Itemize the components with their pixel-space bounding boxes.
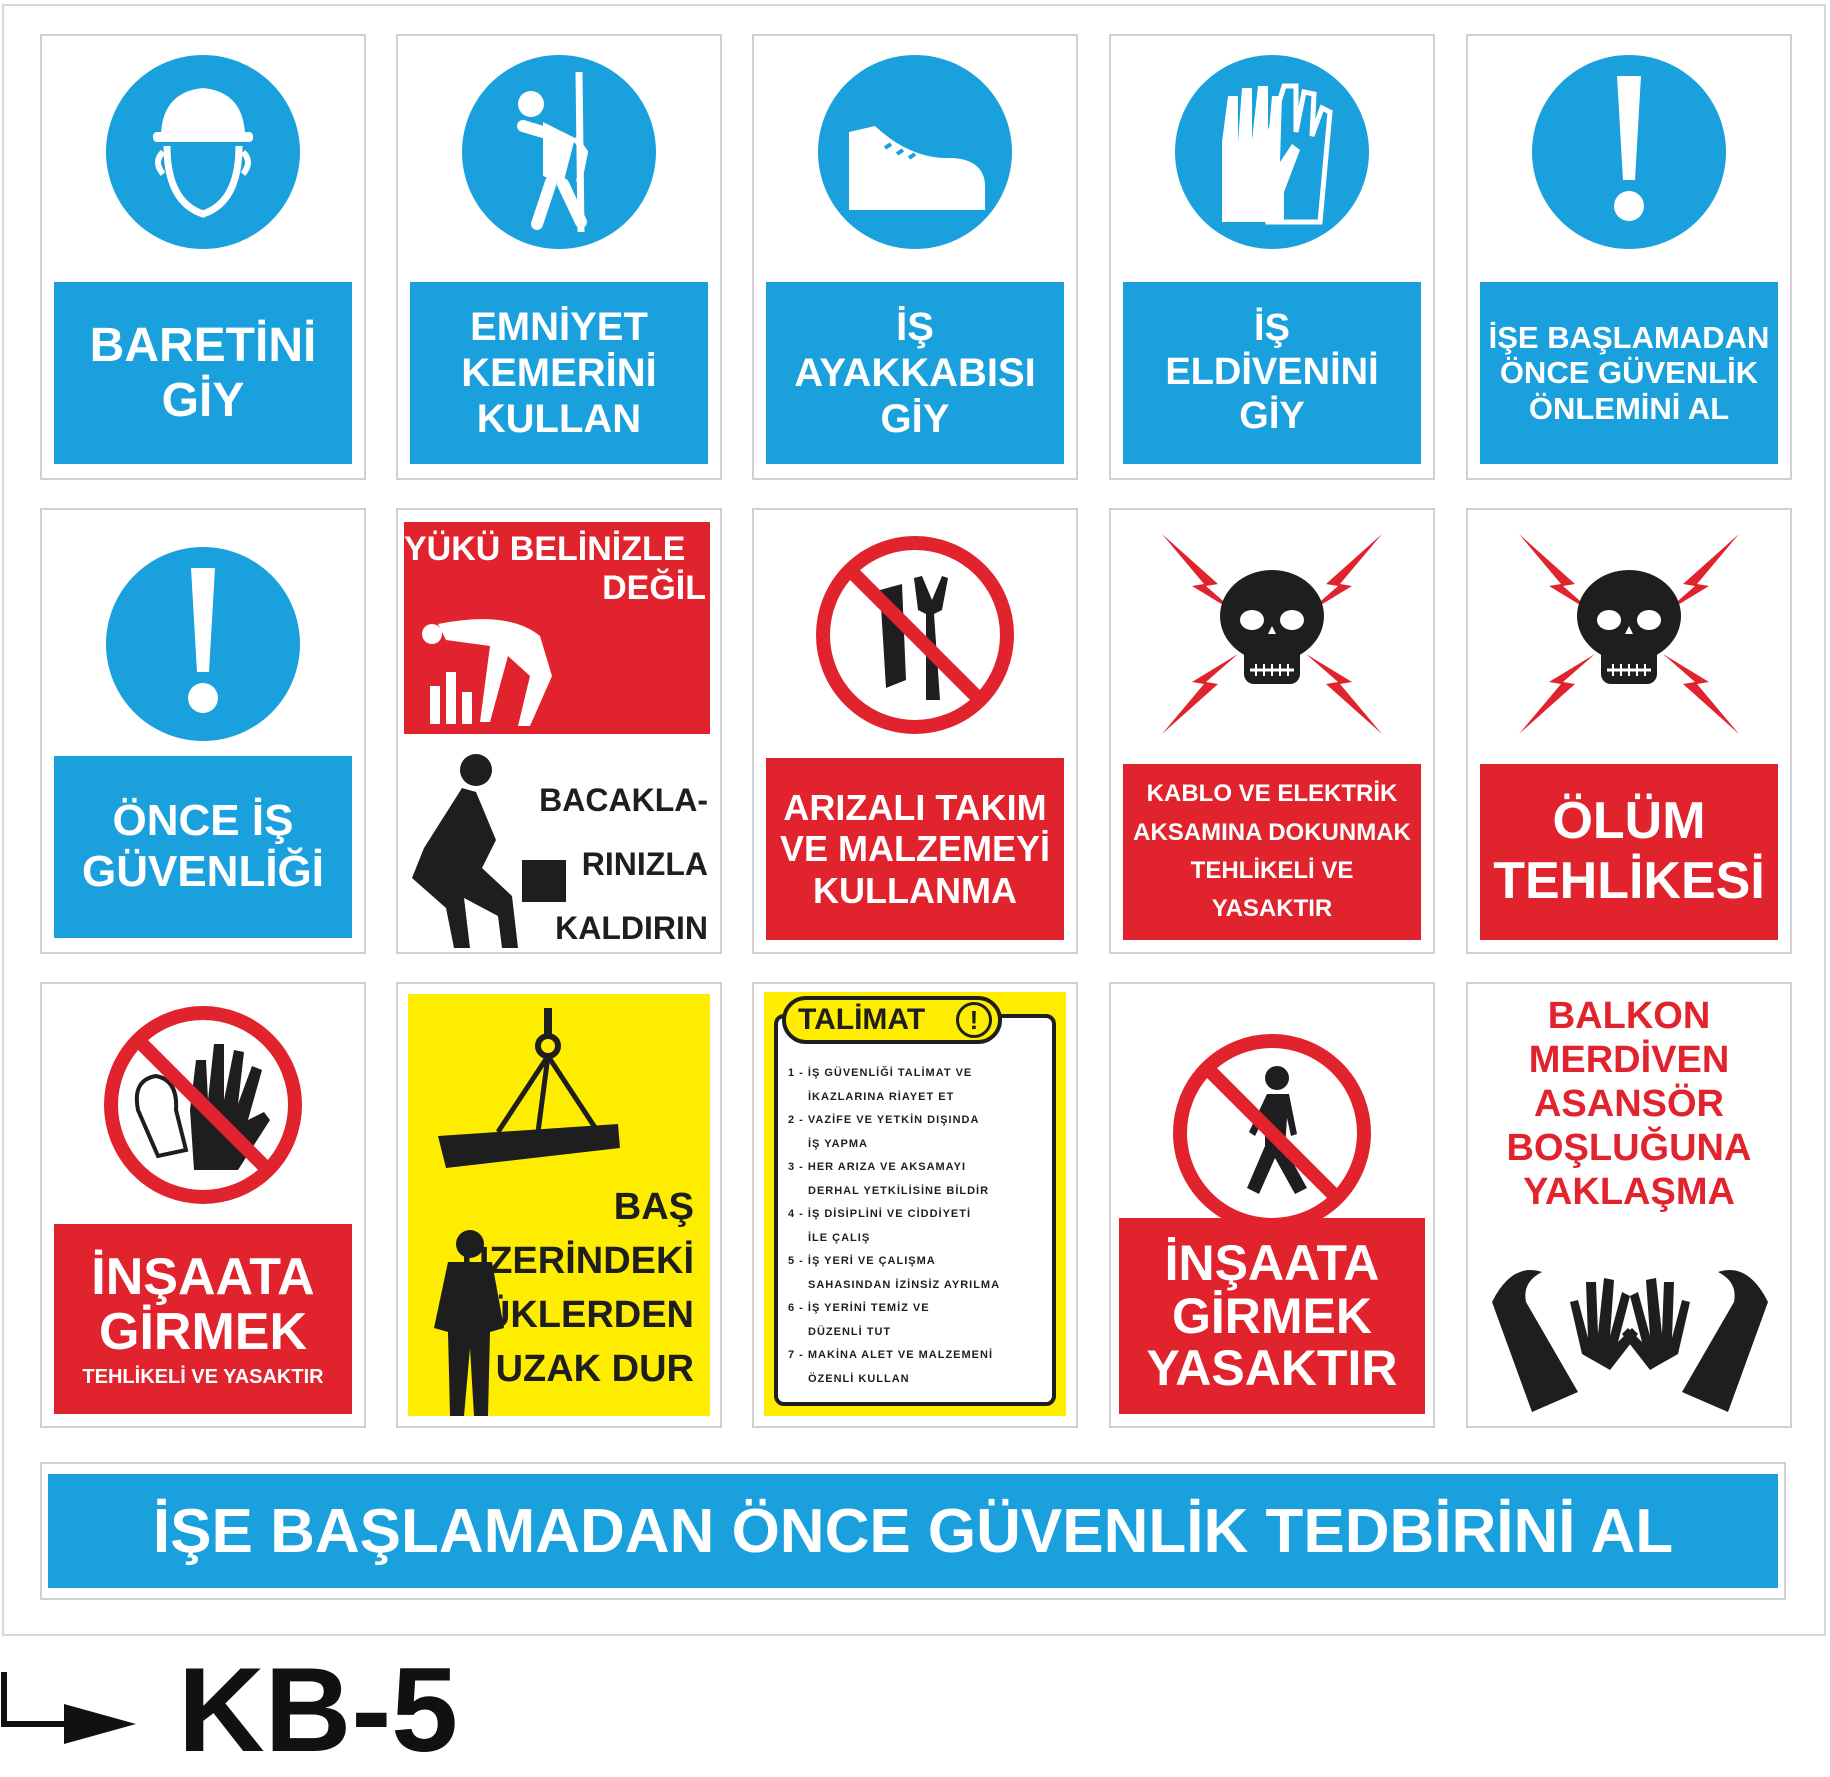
- sign-no-pedestrian: [1109, 982, 1435, 1428]
- sign-line: BACAKLA-: [539, 782, 708, 818]
- talimat-item: 2 - VAZİFE VE YETKİN DIŞINDA: [788, 1114, 980, 1126]
- talimat-item: İLE ÇALIŞ: [808, 1231, 871, 1244]
- talimat-item: 6 - İŞ YERİNİ TEMİZ VE: [788, 1302, 930, 1314]
- sign-line: ÖNLEMİNİ AL: [1528, 390, 1730, 426]
- sign-line: TEHLİKELİ VE: [1190, 857, 1354, 884]
- sign-balcony-gap: [1466, 982, 1792, 1428]
- talimat-item: 5 - İŞ YERİ VE ÇALIŞMA: [788, 1255, 936, 1267]
- talimat-item: 7 - MAKİNA ALET VE MALZEMENİ: [788, 1349, 994, 1361]
- sign-line: TEHLİKESİ: [1493, 852, 1765, 910]
- sign-line: AYAKKABISI: [794, 351, 1036, 395]
- sign-line: BARETİNİ: [89, 318, 317, 372]
- sign-line: İNŞAATA: [1164, 1235, 1380, 1292]
- sign-line: YÜKÜ BELİNİZLE: [404, 530, 686, 568]
- sign-line: GİY: [1239, 394, 1305, 437]
- sign-line: BALKON: [1547, 995, 1711, 1037]
- hard-hat-icon: [42, 52, 364, 252]
- safety-shoe-icon: [754, 52, 1076, 252]
- sign-line: MERDİVEN: [1528, 1039, 1730, 1081]
- talimat-item: ÖZENLİ KULLAN: [808, 1372, 910, 1385]
- sign-line: EMNİYET: [470, 305, 648, 349]
- sign-cable-danger: [1109, 508, 1435, 954]
- talimat-item: DÜZENLİ TUT: [808, 1325, 892, 1338]
- sign-line: KEMERİNİ: [461, 351, 657, 395]
- sign-line: ASANSÖR: [1533, 1083, 1725, 1125]
- sign-safety-first: [40, 508, 366, 954]
- exclamation-icon: !: [956, 1002, 992, 1038]
- exclamation-icon: [1468, 52, 1790, 252]
- sign-line: ÜZERİNDEKİ: [461, 1240, 694, 1282]
- skull-lightning-icon: [1468, 524, 1790, 744]
- sign-line: AKSAMINA DOKUNMAK: [1133, 818, 1411, 846]
- exclamation-icon: [42, 544, 364, 744]
- sign-no-faulty-tools: [752, 508, 1078, 954]
- sign-line: KABLO VE ELEKTRİK: [1146, 780, 1398, 808]
- sign-line: GİY: [161, 374, 245, 427]
- sign-line: ÖNCE İŞ: [112, 796, 294, 846]
- sign-instructions: [752, 982, 1078, 1428]
- product-code: KB-5: [178, 1643, 459, 1777]
- bottom-banner: [40, 1462, 1786, 1600]
- sign-line: YASAKTIR: [1211, 895, 1333, 923]
- safety-glove-icon: [1111, 52, 1433, 252]
- sign-use-harness: [396, 34, 722, 480]
- sign-line: GİRMEK: [99, 1302, 307, 1361]
- sign-line: KALDIRIN: [555, 910, 708, 946]
- falling-hands-icon: [1482, 1242, 1778, 1417]
- talimat-item: İŞ YAPMA: [808, 1137, 868, 1150]
- talimat-item: DERHAL YETKİLİSİNE BİLDİR: [808, 1184, 990, 1197]
- sign-overhead-loads: [396, 982, 722, 1428]
- sign-line: YASAKTIR: [1146, 1340, 1398, 1397]
- sign-line: ELDİVENİNİ: [1165, 351, 1379, 394]
- sign-line: İŞ: [896, 305, 934, 349]
- sign-lift-with-legs: [396, 508, 722, 954]
- talimat-item: 4 - İŞ DİSİPLİNİ VE CİDDİYETİ: [788, 1208, 972, 1220]
- banner-text: İŞE BAŞLAMADAN ÖNCE GÜVENLİK TEDBİRİNİ AL: [48, 1474, 1778, 1588]
- sign-line: İNŞAATA: [91, 1247, 315, 1306]
- sign-line: ARIZALI TAKIM: [783, 786, 1047, 828]
- sign-wear-gloves: [1109, 34, 1435, 480]
- sign-line: İŞE BAŞLAMADAN: [1488, 319, 1770, 355]
- talimat-item: 3 - HER ARIZA VE AKSAMAYI: [788, 1161, 967, 1173]
- sign-line: GİY: [880, 397, 950, 441]
- sign-line: DEĞİL: [602, 569, 706, 608]
- sign-line: BOŞLUĞUNA: [1506, 1127, 1752, 1169]
- sign-wear-helmet: [40, 34, 366, 480]
- stop-hand-icon: [42, 1000, 364, 1210]
- no-pedestrian-icon: [1111, 1028, 1433, 1238]
- sign-line: KULLANMA: [813, 869, 1017, 911]
- sign-line-small: TEHLİKELİ VE YASAKTIR: [82, 1366, 324, 1389]
- talimat-item: 1 - İŞ GÜVENLİĞİ TALİMAT VE: [788, 1067, 973, 1079]
- sign-line: ÖNCE GÜVENLİK: [1499, 355, 1759, 391]
- lifting-wrong-icon: [418, 616, 578, 741]
- sign-line: UZAK DUR: [495, 1348, 694, 1390]
- safety-harness-icon: [398, 52, 720, 252]
- sign-wear-safety-shoes: [752, 34, 1078, 480]
- sign-line: YAKLAŞMA: [1523, 1171, 1735, 1213]
- sign-line: YÜKLERDEN: [457, 1294, 694, 1336]
- sign-line: KULLAN: [476, 397, 642, 441]
- sign-line: GİRMEK: [1172, 1287, 1372, 1344]
- sign-line: RINIZLA: [581, 846, 708, 882]
- talimat-item: SAHASINDAN İZİNSİZ AYRILMA: [808, 1278, 1001, 1291]
- sign-line: BAŞ: [613, 1186, 694, 1228]
- sign-line: GÜVENLİĞİ: [81, 847, 325, 896]
- suspended-load-icon: [428, 1002, 628, 1187]
- no-tools-icon: [754, 530, 1076, 740]
- talimat-item: İKAZLARINA RİAYET ET: [808, 1090, 955, 1103]
- sign-line: VE MALZEMEYİ: [779, 828, 1051, 870]
- sign-no-entry-construction: [40, 982, 366, 1428]
- sign-line: İŞ: [1254, 307, 1290, 350]
- talimat-title: TALİMAT: [798, 1003, 926, 1036]
- sign-line: ÖLÜM: [1552, 792, 1706, 851]
- sign-take-precaution: [1466, 34, 1792, 480]
- sign-death-danger: [1466, 508, 1792, 954]
- skull-lightning-icon: [1111, 524, 1433, 744]
